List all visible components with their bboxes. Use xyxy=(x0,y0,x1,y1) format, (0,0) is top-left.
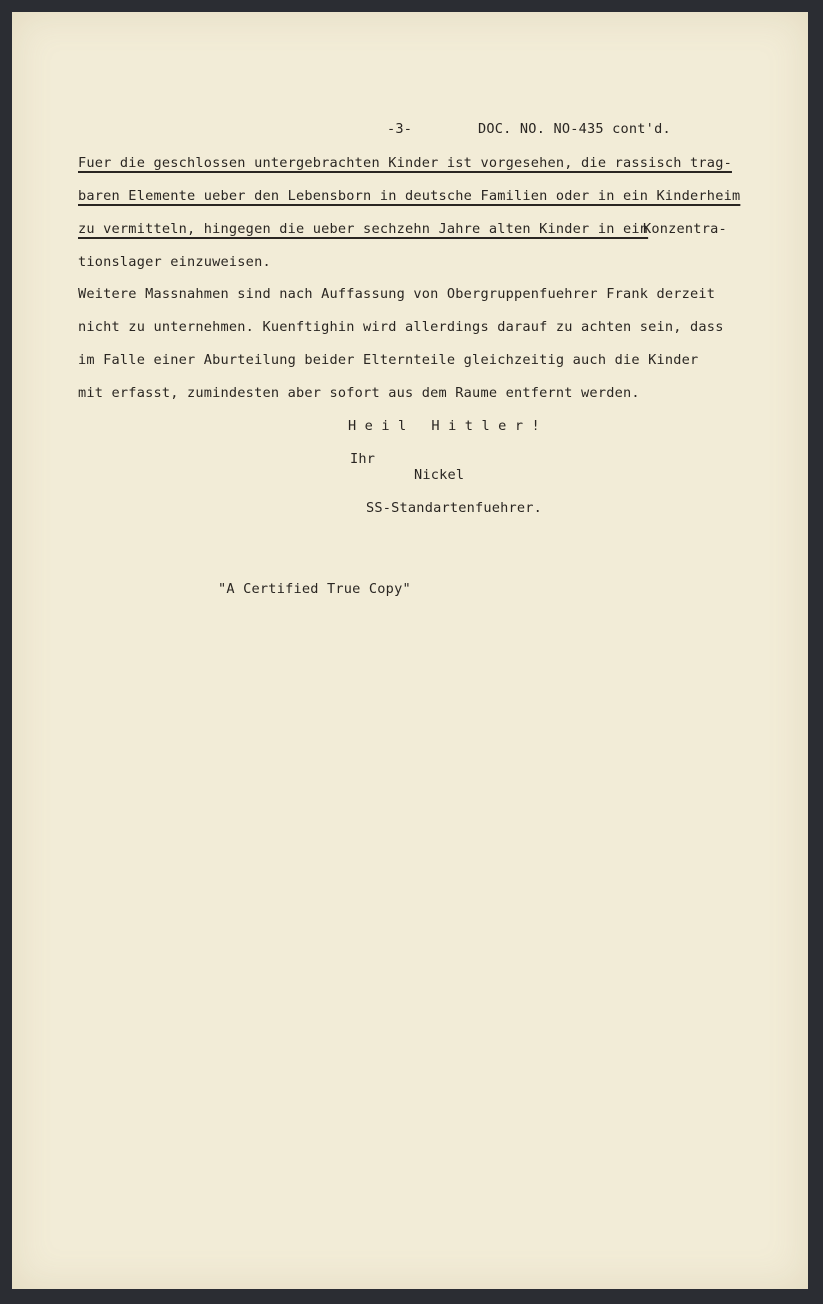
body-line-5: Weitere Massnahmen sind nach Auffassung von Obergruppenfuehrer Frank derzeit xyxy=(78,286,716,302)
body-line-8: mit erfasst, zumindesten aber sofort aus dem Raume entfernt werden. xyxy=(78,385,640,401)
page-number: -3- xyxy=(387,121,413,137)
body-line-2: baren Elemente ueber den Lebensborn in deutsche Familien oder in ein Kinderheim xyxy=(78,188,741,204)
doc-reference: DOC. NO. NO-435 cont'd. xyxy=(478,121,671,137)
document-page xyxy=(12,12,808,1289)
signatory-name: Nickel xyxy=(414,467,465,483)
certification-note: "A Certified True Copy" xyxy=(218,581,411,597)
body-line-6: nicht zu unternehmen. Kuenftighin wird allerdings darauf zu achten sein, dass xyxy=(78,319,724,335)
closing-salutation: Heil Hitler! xyxy=(348,418,549,434)
body-line-3-end: Konzentra- xyxy=(643,221,727,237)
closing-ihr: Ihr xyxy=(350,451,376,467)
body-line-3: zu vermitteln, hingegen die ueber sechzehn Jahre alten Kinder in ein xyxy=(78,221,649,237)
body-line-1: Fuer die geschlossen untergebrachten Kinder ist vorgesehen, die rassisch trag- xyxy=(78,155,732,171)
body-line-4: tionslager einzuweisen. xyxy=(78,254,271,270)
body-line-7: im Falle einer Aburteilung beider Elternteile gleichzeitig auch die Kinder xyxy=(78,352,699,368)
signatory-rank: SS-Standartenfuehrer. xyxy=(366,500,543,516)
